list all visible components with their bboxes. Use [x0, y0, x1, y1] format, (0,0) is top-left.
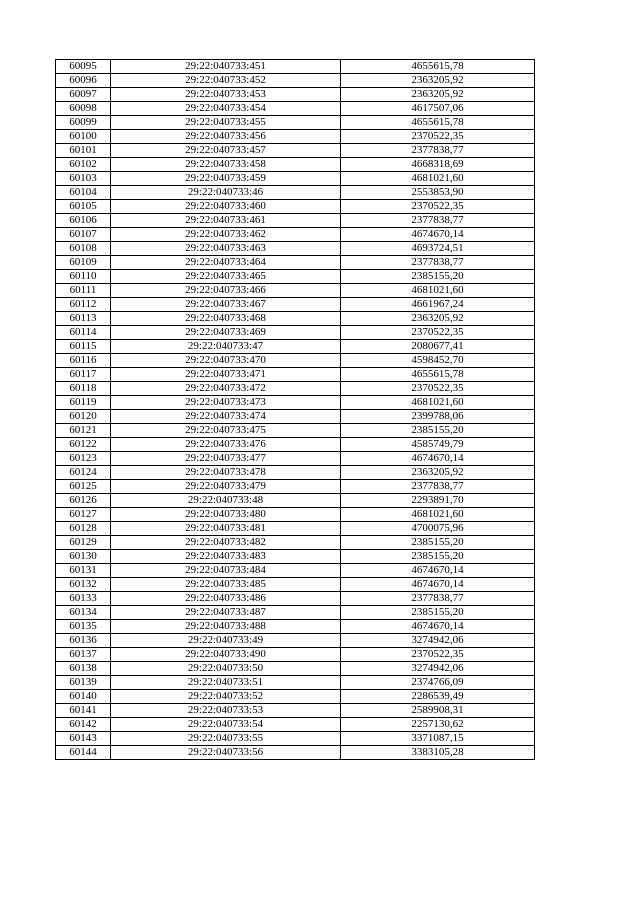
row-number-cell: 60119 [56, 396, 111, 410]
cadastral-value-cell: 3383105,28 [341, 746, 535, 760]
cadastral-number-cell: 29:22:040733:455 [111, 116, 341, 130]
row-number-cell: 60111 [56, 284, 111, 298]
table-row [56, 676, 535, 690]
cadastral-number-cell: 29:22:040733:482 [111, 536, 341, 550]
table-row [56, 368, 535, 382]
cadastral-number-cell: 29:22:040733:464 [111, 256, 341, 270]
row-number-cell: 60099 [56, 116, 111, 130]
table-row [56, 60, 535, 74]
cadastral-number-cell: 29:22:040733:46 [111, 186, 341, 200]
cadastral-value-cell: 2370522,35 [341, 648, 535, 662]
row-number-cell: 60114 [56, 326, 111, 340]
table-row [56, 228, 535, 242]
table-row [56, 88, 535, 102]
table-row [56, 746, 535, 760]
table-row [56, 508, 535, 522]
table-row [56, 452, 535, 466]
cadastral-value-cell: 2385155,20 [341, 536, 535, 550]
table-row [56, 606, 535, 620]
table-row [56, 550, 535, 564]
table-row [56, 284, 535, 298]
cadastral-value-cell: 2385155,20 [341, 606, 535, 620]
cadastral-number-cell: 29:22:040733:456 [111, 130, 341, 144]
cadastral-value-cell: 2377838,77 [341, 256, 535, 270]
row-number-cell: 60141 [56, 704, 111, 718]
cadastral-number-cell: 29:22:040733:51 [111, 676, 341, 690]
cadastral-number-cell: 29:22:040733:53 [111, 704, 341, 718]
table-row [56, 158, 535, 172]
row-number-cell: 60106 [56, 214, 111, 228]
table-row [56, 536, 535, 550]
row-number-cell: 60100 [56, 130, 111, 144]
row-number-cell: 60109 [56, 256, 111, 270]
cadastral-number-cell: 29:22:040733:479 [111, 480, 341, 494]
row-number-cell: 60126 [56, 494, 111, 508]
row-number-cell: 60133 [56, 592, 111, 606]
cadastral-number-cell: 29:22:040733:453 [111, 88, 341, 102]
table-row [56, 382, 535, 396]
cadastral-value-cell: 4681021,60 [341, 172, 535, 186]
table-row [56, 312, 535, 326]
cadastral-value-cell: 4681021,60 [341, 396, 535, 410]
row-number-cell: 60136 [56, 634, 111, 648]
cadastral-number-cell: 29:22:040733:477 [111, 452, 341, 466]
row-number-cell: 60102 [56, 158, 111, 172]
row-number-cell: 60116 [56, 354, 111, 368]
cadastral-value-cell: 4674670,14 [341, 578, 535, 592]
cadastral-value-cell: 4681021,60 [341, 508, 535, 522]
table-body [56, 60, 535, 760]
row-number-cell: 60138 [56, 662, 111, 676]
cadastral-value-cell: 2377838,77 [341, 214, 535, 228]
cadastral-value-cell: 2363205,92 [341, 466, 535, 480]
cadastral-number-cell: 29:22:040733:454 [111, 102, 341, 116]
cadastral-number-cell: 29:22:040733:475 [111, 424, 341, 438]
table-row [56, 242, 535, 256]
cadastral-value-cell: 4674670,14 [341, 564, 535, 578]
table-row [56, 690, 535, 704]
cadastral-value-cell: 2370522,35 [341, 326, 535, 340]
row-number-cell: 60130 [56, 550, 111, 564]
cadastral-value-cell: 4700075,96 [341, 522, 535, 536]
cadastral-number-cell: 29:22:040733:49 [111, 634, 341, 648]
cadastral-value-cell: 4674670,14 [341, 620, 535, 634]
row-number-cell: 60117 [56, 368, 111, 382]
cadastral-number-cell: 29:22:040733:481 [111, 522, 341, 536]
row-number-cell: 60107 [56, 228, 111, 242]
cadastral-number-cell: 29:22:040733:462 [111, 228, 341, 242]
cadastral-value-cell: 2385155,20 [341, 424, 535, 438]
cadastral-value-cell: 2385155,20 [341, 270, 535, 284]
row-number-cell: 60144 [56, 746, 111, 760]
cadastral-number-cell: 29:22:040733:54 [111, 718, 341, 732]
row-number-cell: 60137 [56, 648, 111, 662]
table-row [56, 704, 535, 718]
row-number-cell: 60131 [56, 564, 111, 578]
cadastral-number-cell: 29:22:040733:473 [111, 396, 341, 410]
cadastral-value-cell: 2385155,20 [341, 550, 535, 564]
cadastral-value-cell: 2293891,70 [341, 494, 535, 508]
table-row [56, 634, 535, 648]
table-row [56, 522, 535, 536]
cadastral-value-cell: 4674670,14 [341, 452, 535, 466]
table-row [56, 340, 535, 354]
table-row [56, 396, 535, 410]
table-row [56, 256, 535, 270]
table-row [56, 74, 535, 88]
table-row [56, 172, 535, 186]
table-row [56, 116, 535, 130]
cadastral-value-cell: 4617507,06 [341, 102, 535, 116]
table-row [56, 326, 535, 340]
cadastral-value-cell: 2377838,77 [341, 480, 535, 494]
cadastral-number-cell: 29:22:040733:487 [111, 606, 341, 620]
cadastral-value-cell: 2257130,62 [341, 718, 535, 732]
cadastral-number-cell: 29:22:040733:471 [111, 368, 341, 382]
cadastral-number-cell: 29:22:040733:472 [111, 382, 341, 396]
cadastral-value-cell: 2370522,35 [341, 382, 535, 396]
table-row [56, 424, 535, 438]
cadastral-value-cell: 3274942,06 [341, 634, 535, 648]
cadastral-value-cell: 2377838,77 [341, 592, 535, 606]
row-number-cell: 60135 [56, 620, 111, 634]
row-number-cell: 60115 [56, 340, 111, 354]
table-row [56, 662, 535, 676]
row-number-cell: 60142 [56, 718, 111, 732]
table-row [56, 466, 535, 480]
cadastral-value-cell: 2363205,92 [341, 312, 535, 326]
cadastral-number-cell: 29:22:040733:465 [111, 270, 341, 284]
table-row [56, 214, 535, 228]
cadastral-number-cell: 29:22:040733:474 [111, 410, 341, 424]
table-row [56, 410, 535, 424]
cadastral-number-cell: 29:22:040733:50 [111, 662, 341, 676]
cadastral-number-cell: 29:22:040733:490 [111, 648, 341, 662]
cadastral-value-cell: 4655615,78 [341, 116, 535, 130]
row-number-cell: 60101 [56, 144, 111, 158]
cadastral-number-cell: 29:22:040733:469 [111, 326, 341, 340]
row-number-cell: 60139 [56, 676, 111, 690]
table-row [56, 354, 535, 368]
cadastral-number-cell: 29:22:040733:52 [111, 690, 341, 704]
table-row [56, 648, 535, 662]
cadastral-number-cell: 29:22:040733:478 [111, 466, 341, 480]
table-row [56, 298, 535, 312]
row-number-cell: 60110 [56, 270, 111, 284]
cadastral-value-cell: 2363205,92 [341, 74, 535, 88]
row-number-cell: 60123 [56, 452, 111, 466]
cadastral-value-cell: 2370522,35 [341, 130, 535, 144]
cadastral-number-cell: 29:22:040733:480 [111, 508, 341, 522]
table-row [56, 438, 535, 452]
cadastral-number-cell: 29:22:040733:488 [111, 620, 341, 634]
table-row [56, 186, 535, 200]
cadastral-number-cell: 29:22:040733:451 [111, 60, 341, 74]
cadastral-number-cell: 29:22:040733:48 [111, 494, 341, 508]
cadastral-value-cell: 2553853,90 [341, 186, 535, 200]
table-row [56, 130, 535, 144]
row-number-cell: 60113 [56, 312, 111, 326]
table-row [56, 732, 535, 746]
table-row [56, 620, 535, 634]
row-number-cell: 60118 [56, 382, 111, 396]
cadastral-value-cell: 2374766,09 [341, 676, 535, 690]
table-row [56, 480, 535, 494]
row-number-cell: 60120 [56, 410, 111, 424]
table-row [56, 494, 535, 508]
cadastral-number-cell: 29:22:040733:486 [111, 592, 341, 606]
row-number-cell: 60097 [56, 88, 111, 102]
cadastral-number-cell: 29:22:040733:463 [111, 242, 341, 256]
cadastral-value-cell: 2286539,49 [341, 690, 535, 704]
row-number-cell: 60127 [56, 508, 111, 522]
row-number-cell: 60122 [56, 438, 111, 452]
row-number-cell: 60104 [56, 186, 111, 200]
row-number-cell: 60129 [56, 536, 111, 550]
cadastral-number-cell: 29:22:040733:470 [111, 354, 341, 368]
row-number-cell: 60112 [56, 298, 111, 312]
row-number-cell: 60132 [56, 578, 111, 592]
cadastral-value-cell: 2363205,92 [341, 88, 535, 102]
row-number-cell: 60103 [56, 172, 111, 186]
cadastral-value-cell: 3371087,15 [341, 732, 535, 746]
cadastral-value-cell: 2080677,41 [341, 340, 535, 354]
cadastral-value-cell: 4668318,69 [341, 158, 535, 172]
row-number-cell: 60095 [56, 60, 111, 74]
cadastral-value-cell: 4598452,70 [341, 354, 535, 368]
table-row [56, 144, 535, 158]
cadastral-number-cell: 29:22:040733:461 [111, 214, 341, 228]
cadastral-value-cell: 4681021,60 [341, 284, 535, 298]
cadastral-number-cell: 29:22:040733:457 [111, 144, 341, 158]
cadastral-value-cell: 4693724,51 [341, 242, 535, 256]
table-row [56, 270, 535, 284]
cadastral-value-cell: 2399788,06 [341, 410, 535, 424]
cadastral-number-cell: 29:22:040733:467 [111, 298, 341, 312]
cadastral-number-cell: 29:22:040733:466 [111, 284, 341, 298]
cadastral-number-cell: 29:22:040733:483 [111, 550, 341, 564]
row-number-cell: 60128 [56, 522, 111, 536]
cadastral-value-cell: 4655615,78 [341, 60, 535, 74]
cadastral-value-cell: 2370522,35 [341, 200, 535, 214]
cadastral-number-cell: 29:22:040733:47 [111, 340, 341, 354]
cadastral-value-cell: 4655615,78 [341, 368, 535, 382]
cadastral-number-cell: 29:22:040733:458 [111, 158, 341, 172]
table-row [56, 102, 535, 116]
row-number-cell: 60125 [56, 480, 111, 494]
cadastral-number-cell: 29:22:040733:484 [111, 564, 341, 578]
table-row [56, 564, 535, 578]
cadastral-number-cell: 29:22:040733:460 [111, 200, 341, 214]
row-number-cell: 60124 [56, 466, 111, 480]
table-row [56, 592, 535, 606]
cadastral-value-table [55, 59, 535, 760]
table-row [56, 718, 535, 732]
cadastral-value-cell: 2377838,77 [341, 144, 535, 158]
row-number-cell: 60140 [56, 690, 111, 704]
cadastral-value-cell: 3274942,06 [341, 662, 535, 676]
table-row [56, 578, 535, 592]
cadastral-value-cell: 4585749,79 [341, 438, 535, 452]
cadastral-value-cell: 4661967,24 [341, 298, 535, 312]
cadastral-value-cell: 2589908,31 [341, 704, 535, 718]
cadastral-number-cell: 29:22:040733:485 [111, 578, 341, 592]
cadastral-number-cell: 29:22:040733:452 [111, 74, 341, 88]
cadastral-value-cell: 4674670,14 [341, 228, 535, 242]
cadastral-number-cell: 29:22:040733:476 [111, 438, 341, 452]
table-row [56, 200, 535, 214]
row-number-cell: 60143 [56, 732, 111, 746]
row-number-cell: 60108 [56, 242, 111, 256]
cadastral-number-cell: 29:22:040733:468 [111, 312, 341, 326]
cadastral-number-cell: 29:22:040733:56 [111, 746, 341, 760]
cadastral-number-cell: 29:22:040733:55 [111, 732, 341, 746]
row-number-cell: 60096 [56, 74, 111, 88]
cadastral-number-cell: 29:22:040733:459 [111, 172, 341, 186]
row-number-cell: 60134 [56, 606, 111, 620]
row-number-cell: 60121 [56, 424, 111, 438]
row-number-cell: 60105 [56, 200, 111, 214]
row-number-cell: 60098 [56, 102, 111, 116]
